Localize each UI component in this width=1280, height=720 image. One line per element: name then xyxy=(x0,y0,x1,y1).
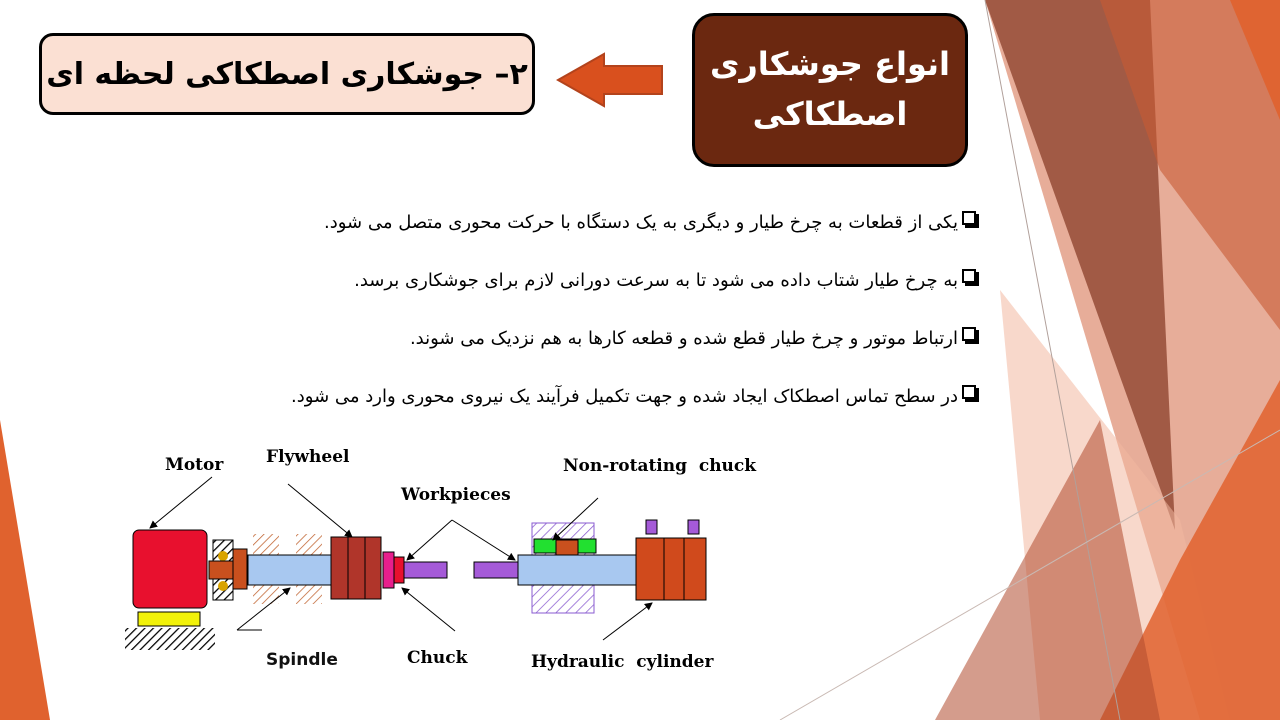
workpiece-left xyxy=(404,562,447,578)
bullet-text: ارتباط موتور و چرخ طیار قطع شده و قطعه کارها به هم نزدیک می شوند. xyxy=(409,327,958,349)
ground xyxy=(125,628,215,650)
label-nonrotating-chuck: Non-rotating chuck xyxy=(563,456,757,476)
hydraulic-cylinder xyxy=(636,538,664,600)
bullet-text: یکی از قطعات به چرخ طیار و دیگری به یک دستگاه با حرکت محوری متصل می شود. xyxy=(323,211,958,233)
bullet-text: به چرخ طیار شتاب داده می شود تا به سرعت دورانی لازم برای جوشکاری برسد. xyxy=(354,269,958,291)
label-workpieces: Workpieces xyxy=(401,485,511,505)
coupling xyxy=(209,561,233,579)
motor xyxy=(133,530,207,608)
chuck xyxy=(383,552,394,588)
label-chuck: Chuck xyxy=(407,648,468,668)
subtitle-text: ۲– جوشکاری اصطکاکی لحظه ای xyxy=(46,56,528,92)
motor-base xyxy=(138,612,200,626)
workpiece-right xyxy=(474,562,518,578)
label-hydraulic-cylinder: Hydraulic cylinder xyxy=(531,652,714,672)
bullet-text: در سطح تماس اصطکاک ایجاد شده و جهت تکمیل فرآیند یک نیروی محوری وارد می شود. xyxy=(291,385,958,407)
label-motor: Motor xyxy=(165,455,224,475)
flywheel xyxy=(331,537,348,599)
title-line-2: اصطکاکی xyxy=(752,95,908,133)
spindle xyxy=(248,555,333,585)
title-line-1: انواع جوشکاری xyxy=(710,45,950,84)
label-spindle: Spindle xyxy=(266,650,338,670)
label-flywheel: Flywheel xyxy=(266,447,350,467)
